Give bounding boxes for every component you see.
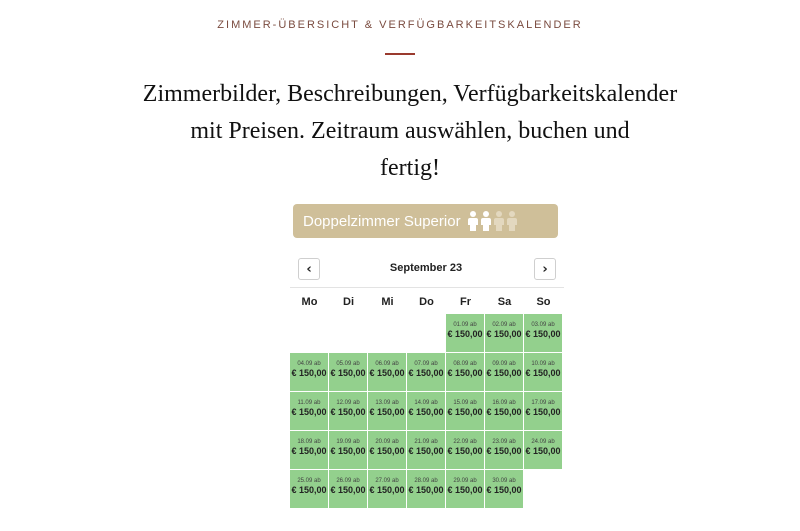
calendar-day-cell[interactable] xyxy=(290,353,328,391)
day-price: € 150,00 xyxy=(525,368,561,378)
chevron-right-icon: › xyxy=(542,261,548,277)
calendar-day-cell[interactable] xyxy=(446,353,484,391)
calendar-day-cell[interactable] xyxy=(329,353,367,391)
day-date: 23.09 ab xyxy=(492,439,516,445)
day-price: € 150,00 xyxy=(486,407,522,417)
day-date: 05.09 ab xyxy=(336,361,360,367)
calendar-day-cell[interactable] xyxy=(446,314,484,352)
calendar-day-cell[interactable] xyxy=(290,392,328,430)
day-price: € 150,00 xyxy=(291,368,327,378)
empty-day-cell xyxy=(407,314,445,352)
day-date: 08.09 ab xyxy=(453,361,477,367)
calendar-day-cell[interactable] xyxy=(446,470,484,508)
day-price: € 150,00 xyxy=(447,329,483,339)
empty-day-cell xyxy=(290,314,328,352)
calendar-day-cell[interactable] xyxy=(290,470,328,508)
day-date: 20.09 ab xyxy=(375,439,399,445)
day-price: € 150,00 xyxy=(330,407,366,417)
day-date: 18.09 ab xyxy=(297,439,321,445)
day-price: € 150,00 xyxy=(525,446,561,456)
weekday-label: Do xyxy=(419,296,434,308)
day-date: 10.09 ab xyxy=(531,361,555,367)
chevron-left-icon: ‹ xyxy=(306,261,312,277)
day-price: € 150,00 xyxy=(408,368,444,378)
occupancy-icons xyxy=(467,211,518,231)
day-date: 09.09 ab xyxy=(492,361,516,367)
weekday-label: Fr xyxy=(460,296,471,308)
day-price: € 150,00 xyxy=(408,407,444,417)
calendar-day-cell[interactable] xyxy=(485,314,523,352)
day-date: 13.09 ab xyxy=(375,400,399,406)
day-price: € 150,00 xyxy=(447,485,483,495)
day-date: 22.09 ab xyxy=(453,439,477,445)
day-date: 25.09 ab xyxy=(297,478,321,484)
day-price: € 150,00 xyxy=(330,485,366,495)
title-divider xyxy=(385,53,415,55)
calendar-day-cell[interactable] xyxy=(368,431,406,469)
day-price: € 150,00 xyxy=(408,446,444,456)
day-price: € 150,00 xyxy=(369,407,405,417)
calendar-day-cell[interactable] xyxy=(485,392,523,430)
day-price: € 150,00 xyxy=(330,368,366,378)
empty-day-cell xyxy=(329,314,367,352)
calendar-day-cell[interactable] xyxy=(407,431,445,469)
day-price: € 150,00 xyxy=(447,446,483,456)
calendar-day-cell[interactable] xyxy=(368,353,406,391)
day-date: 02.09 ab xyxy=(492,322,516,328)
day-date: 30.09 ab xyxy=(492,478,516,484)
page-headline xyxy=(120,76,700,187)
day-price: € 150,00 xyxy=(369,368,405,378)
day-date: 07.09 ab xyxy=(414,361,438,367)
calendar-day-cell[interactable] xyxy=(485,353,523,391)
day-price: € 150,00 xyxy=(486,368,522,378)
calendar-day-cell[interactable] xyxy=(485,470,523,508)
day-date: 21.09 ab xyxy=(414,439,438,445)
day-price: € 150,00 xyxy=(447,368,483,378)
person-icon xyxy=(493,211,505,231)
headline-line: fertig! xyxy=(380,155,440,181)
day-date: 15.09 ab xyxy=(453,400,477,406)
calendar-day-cell[interactable] xyxy=(524,353,562,391)
day-price: € 150,00 xyxy=(369,446,405,456)
day-date: 16.09 ab xyxy=(492,400,516,406)
next-month-button[interactable] xyxy=(534,258,556,280)
headline-line: mit Preisen. Zeitraum auswählen, buchen und xyxy=(190,118,630,144)
day-price: € 150,00 xyxy=(291,485,327,495)
day-date: 24.09 ab xyxy=(531,439,555,445)
day-price: € 150,00 xyxy=(330,446,366,456)
day-date: 12.09 ab xyxy=(336,400,360,406)
weekday-label: Sa xyxy=(497,296,512,308)
calendar-navigation xyxy=(290,258,562,284)
person-icon xyxy=(467,211,479,231)
calendar-day-cell[interactable] xyxy=(329,431,367,469)
calendar-day-cell[interactable] xyxy=(290,431,328,469)
day-date: 03.09 ab xyxy=(531,322,555,328)
calendar-day-cell[interactable] xyxy=(368,470,406,508)
empty-day-cell xyxy=(368,314,406,352)
weekday-label: Mi xyxy=(381,296,394,308)
calendar-day-cell[interactable] xyxy=(407,470,445,508)
room-title-bar[interactable] xyxy=(293,204,558,238)
day-date: 27.09 ab xyxy=(375,478,399,484)
day-price: € 150,00 xyxy=(291,407,327,417)
calendar-day-cell[interactable] xyxy=(524,392,562,430)
headline-line: Zimmerbilder, Beschreibungen, Verfügbarkeitskalender xyxy=(142,81,678,107)
section-kicker: ZIMMER-ÜBERSICHT & VERFÜGBARKEITSKALENDER xyxy=(217,19,583,31)
calendar-day-cell[interactable] xyxy=(446,392,484,430)
calendar-divider xyxy=(290,287,564,288)
weekday-label: Mo xyxy=(301,296,318,308)
day-price: € 150,00 xyxy=(408,485,444,495)
person-icon xyxy=(506,211,518,231)
day-date: 28.09 ab xyxy=(414,478,438,484)
room-name: Doppelzimmer Superior xyxy=(303,212,461,230)
day-date: 11.09 ab xyxy=(297,400,321,406)
day-date: 04.09 ab xyxy=(297,361,321,367)
day-price: € 150,00 xyxy=(486,446,522,456)
day-date: 06.09 ab xyxy=(375,361,399,367)
day-price: € 150,00 xyxy=(486,485,522,495)
day-date: 17.09 ab xyxy=(531,400,555,406)
month-label: September 23 xyxy=(389,262,463,274)
weekday-label: So xyxy=(536,296,551,308)
calendar-day-cell[interactable] xyxy=(329,392,367,430)
day-price: € 150,00 xyxy=(525,407,561,417)
day-date: 01.09 ab xyxy=(453,322,477,328)
calendar-day-cell[interactable] xyxy=(368,392,406,430)
calendar-day-cell[interactable] xyxy=(524,314,562,352)
day-date: 14.09 ab xyxy=(414,400,438,406)
day-price: € 150,00 xyxy=(525,329,561,339)
calendar-day-cell[interactable] xyxy=(407,353,445,391)
weekday-label: Di xyxy=(343,296,354,308)
calendar-days-grid xyxy=(290,314,566,508)
calendar-day-cell[interactable] xyxy=(446,431,484,469)
day-date: 19.09 ab xyxy=(336,439,360,445)
calendar-day-cell[interactable] xyxy=(407,392,445,430)
day-price: € 150,00 xyxy=(369,485,405,495)
day-price: € 150,00 xyxy=(447,407,483,417)
calendar-day-cell[interactable] xyxy=(485,431,523,469)
person-icon xyxy=(480,211,492,231)
calendar-day-cell[interactable] xyxy=(524,431,562,469)
calendar-day-cell[interactable] xyxy=(329,470,367,508)
day-price: € 150,00 xyxy=(486,329,522,339)
day-date: 26.09 ab xyxy=(336,478,360,484)
day-date: 29.09 ab xyxy=(453,478,477,484)
day-price: € 150,00 xyxy=(291,446,327,456)
weekday-header xyxy=(290,290,564,314)
